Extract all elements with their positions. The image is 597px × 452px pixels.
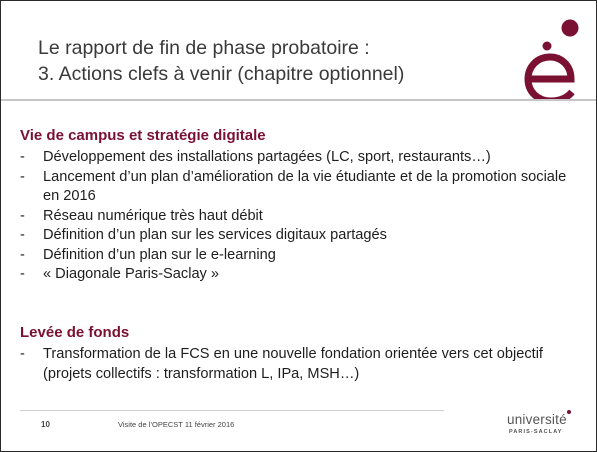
- list-item-text: Définition d’un plan sur le e-learning: [43, 246, 276, 263]
- footer-divider: [20, 410, 444, 411]
- e-logo-icon: [521, 15, 583, 101]
- bullet-dash: -: [20, 266, 25, 282]
- slide-title-line-1: Le rapport de fin de phase probatoire :: [38, 37, 370, 59]
- list-item: [20, 148, 583, 168]
- list-item-text: « Diagonale Paris-Saclay »: [43, 266, 220, 282]
- bullet-dash: -: [20, 168, 25, 185]
- list-item-text: Transformation de la FCS en une nouvelle fondation orientée vers cet objectif (projets collectifs : transformation L, IPa, MSH…): [43, 346, 543, 382]
- list-item: [20, 207, 583, 227]
- list-item-text: Développement des installations partagées (LC, sport, restaurants…): [43, 149, 491, 165]
- page-number: 10: [41, 420, 50, 429]
- bullet-dash: -: [20, 246, 25, 263]
- footer-caption: Visite de l’OPECST 11 février 2016: [118, 420, 235, 429]
- list-item: [20, 246, 583, 266]
- list-item-text: Réseau numérique très haut débit: [43, 207, 263, 224]
- bullet-dash: -: [20, 207, 25, 224]
- logo-dot-icon: [567, 410, 571, 414]
- bullet-dash: -: [20, 149, 25, 165]
- campus-bullet-list: [20, 148, 583, 285]
- list-item: [20, 168, 583, 207]
- section-title-campus: Vie de campus et stratégie digitale: [20, 127, 266, 144]
- slide-title-line-2: 3. Actions clefs à venir (chapitre optionnel): [38, 63, 405, 85]
- logo-subtitle: PARIS-SACLAY: [509, 429, 563, 435]
- section-title-fonds: Levée de fonds: [20, 324, 130, 341]
- logo-word: université: [507, 412, 567, 427]
- header-divider: [1, 99, 596, 101]
- list-item: [20, 345, 583, 384]
- fonds-bullet-list: [20, 345, 583, 384]
- universite-paris-saclay-logo: [507, 412, 585, 438]
- list-item: [20, 226, 583, 246]
- bullet-dash: -: [20, 227, 25, 243]
- slide-title: [38, 35, 404, 87]
- bullet-dash: -: [20, 346, 25, 362]
- list-item-text: Définition d’un plan sur les services digitaux partagés: [43, 227, 387, 243]
- list-item-text: Lancement d’un plan d’amélioration de la vie étudiante et de la promotion sociale en 2016: [43, 168, 567, 204]
- list-item: [20, 265, 583, 285]
